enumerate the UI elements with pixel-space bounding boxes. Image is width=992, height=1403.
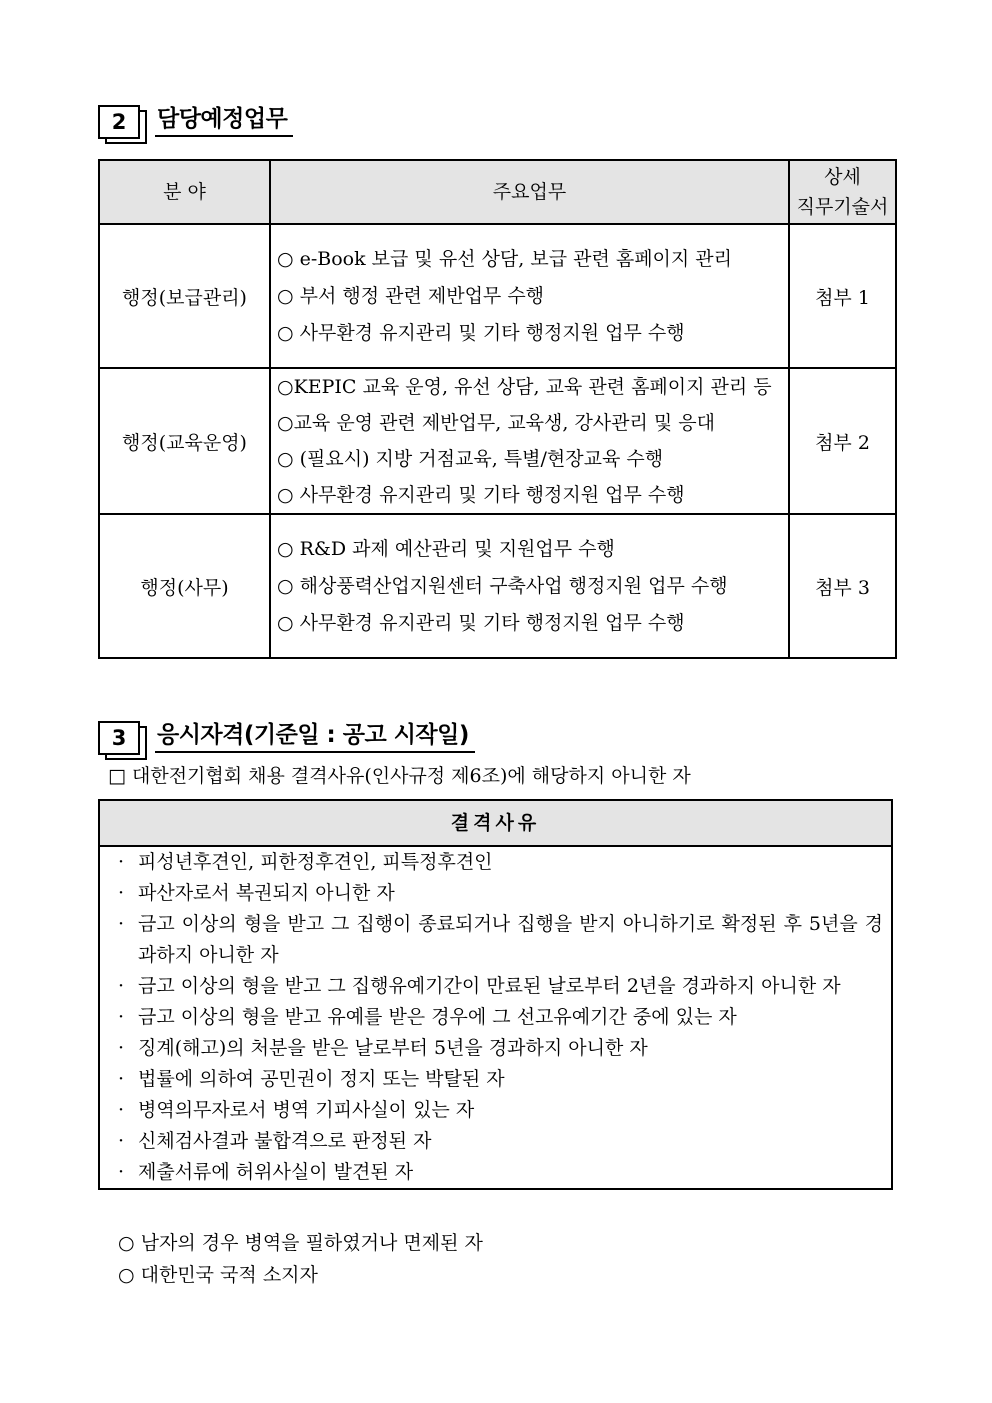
header-detail: [789, 160, 896, 224]
row-field: 행정(보급관리): [99, 224, 270, 368]
list-item: · 병역의무자로서 병역 기피사실이 있는 자: [118, 1099, 475, 1121]
section-number-box: [98, 721, 138, 753]
list-item: · 금고 이상의 형을 받고 그 집행유예기간이 만료된 날로부터 2년을 경과하지 아니한 자: [118, 975, 841, 997]
disqualification-box: [98, 799, 893, 1190]
list-item: · 금고 이상의 형을 받고 그 집행이 종료되거나 집행을 받지 아니하기로 확정된 후 5년을 경과하지 아니한 자: [118, 913, 883, 966]
section-title: 응시자격(기준일 : 공고 시작일): [155, 716, 475, 753]
row-field: 행정(사무): [99, 514, 270, 658]
section-number-box: [98, 105, 138, 137]
task-item: ○ 사무환경 유지관리 및 기타 행정지원 업무 수행: [277, 611, 685, 634]
row-tasks: [270, 514, 789, 658]
list-item: · 파산자로서 복권되지 아니한 자: [118, 882, 395, 904]
row-tasks: [270, 224, 789, 368]
table-row: [99, 368, 896, 514]
task-item: ○ R&D 과제 예산관리 및 지원업무 수행: [277, 537, 615, 560]
row-field: 행정(교육운영): [99, 368, 270, 514]
row-attachment: 첨부 1: [789, 224, 896, 368]
section-3-heading: [98, 716, 475, 753]
section-number: 3: [98, 721, 140, 755]
table-row: [99, 514, 896, 658]
list-item: · 신체검사결과 불합격으로 판정된 자: [118, 1130, 432, 1152]
task-item: ○교육 운영 관련 제반업무, 교육생, 강사관리 및 응대: [277, 412, 716, 434]
list-item: · 제출서류에 허위사실이 발견된 자: [118, 1161, 414, 1183]
task-item: ○ 사무환경 유지관리 및 기타 행정지원 업무 수행: [277, 321, 685, 344]
list-item: · 피성년후견인, 피한정후견인, 피특정후견인: [118, 851, 493, 873]
row-attachment: 첨부 2: [789, 368, 896, 514]
qualification-note: □ 대한전기협회 채용 결격사유(인사규정 제6조)에 해당하지 아니한 자: [108, 765, 691, 787]
duty-table: [98, 159, 897, 659]
table-row: [99, 224, 896, 368]
header-field: 분 야: [99, 160, 270, 224]
task-item: ○ 부서 행정 관련 제반업무 수행: [277, 284, 545, 307]
header-detail-line2: 직무기술서: [796, 196, 889, 218]
extra-condition: ○ 남자의 경우 병역을 필하였거나 면제된 자: [118, 1232, 483, 1254]
list-item: · 징계(해고)의 처분을 받은 날로부터 5년을 경과하지 아니한 자: [118, 1037, 648, 1059]
disqualification-list: [100, 847, 891, 1188]
section-2-heading: [98, 100, 293, 137]
task-item: ○KEPIC 교육 운영, 유선 상담, 교육 관련 홈페이지 관리 등: [277, 376, 772, 398]
row-tasks: [270, 368, 789, 514]
task-item: ○ 해상풍력산업지원센터 구축사업 행정지원 업무 수행: [277, 574, 728, 597]
header-detail-line1: 상세: [824, 166, 861, 188]
section-number: 2: [98, 105, 140, 139]
table-header-row: [99, 160, 896, 224]
list-item: · 법률에 의하여 공민권이 정지 또는 박탈된 자: [118, 1068, 505, 1090]
row-attachment: 첨부 3: [789, 514, 896, 658]
task-item: ○ e-Book 보급 및 유선 상담, 보급 관련 홈페이지 관리: [277, 247, 733, 270]
section-title: 담당예정업무: [155, 100, 293, 137]
task-item: ○ 사무환경 유지관리 및 기타 행정지원 업무 수행: [277, 484, 685, 506]
list-item: · 금고 이상의 형을 받고 유예를 받은 경우에 그 선고유예기간 중에 있는 자: [118, 1006, 737, 1028]
task-item: ○ (필요시) 지방 거점교육, 특별/현장교육 수행: [277, 448, 664, 470]
extra-condition: ○ 대한민국 국적 소지자: [118, 1264, 318, 1286]
disqualification-header: 결격사유: [100, 801, 891, 847]
header-tasks: 주요업무: [270, 160, 789, 224]
